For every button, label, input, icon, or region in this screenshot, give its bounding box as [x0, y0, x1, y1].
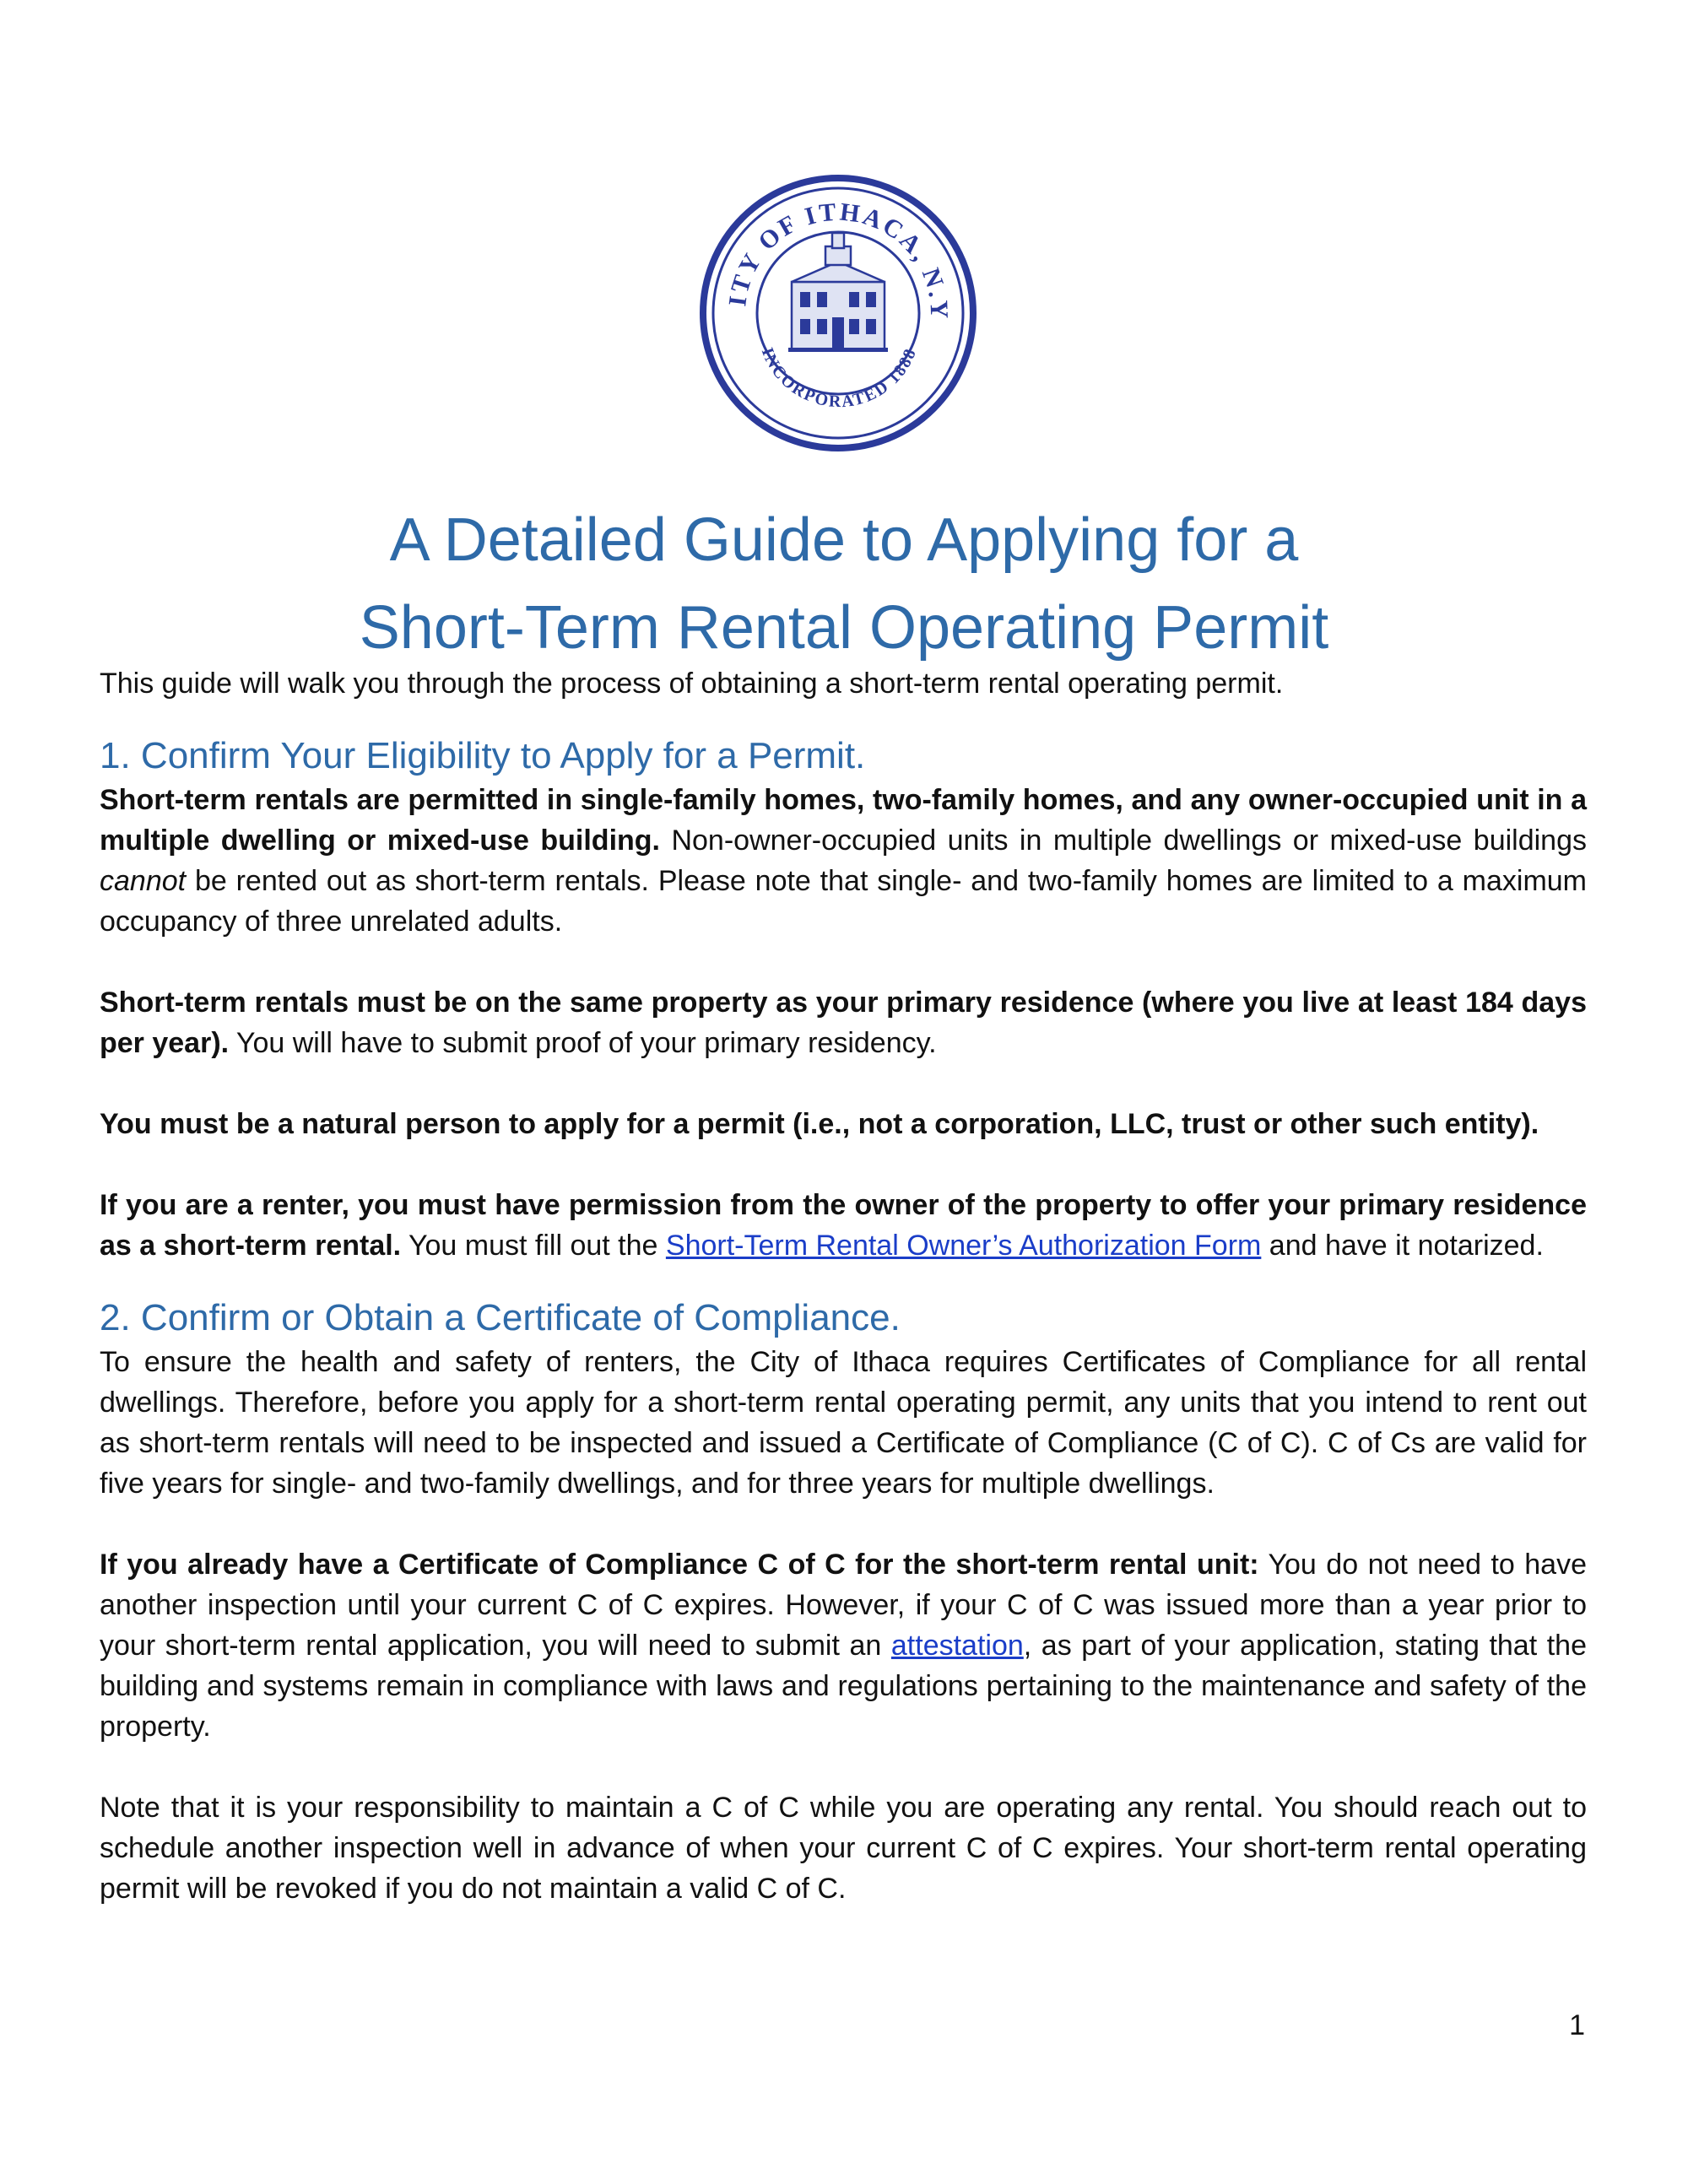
- intro-paragraph: This guide will walk you through the process of obtaining a short-term rental operating permit.: [100, 668, 1284, 700]
- section-1-paragraph-4: [100, 1185, 1587, 1266]
- section-1-paragraph-1: [100, 780, 1587, 942]
- bold-text: If you are a renter, you must have permission from the owner of the property to offer your primary residence as a short-term rental.: [100, 1189, 1587, 1262]
- section-1-paragraph-2: [100, 982, 1587, 1063]
- section-2-heading: 2. Confirm or Obtain a Certificate of Compliance.: [100, 1297, 901, 1338]
- body-text: and have it notarized.: [1261, 1230, 1544, 1262]
- section-2-paragraph-1: To ensure the health and safety of renters, the City of Ithaca requires Certificates of Compliance for all rental dwellings. Therefore, before you apply for a short-term rental operating permit, any units that you intend to rent out as short-term rentals will need to be inspected and issued a Certificate of Compliance (C of C). C of Cs are valid for five years for single- and two-family dwellings, and for three years for multiple dwellings.: [100, 1346, 1587, 1500]
- svg-text:CITY OF ITHACA, N.Y.: ITY OF ITHACA, N.Y: [723, 197, 954, 320]
- body-text: You do not need to have another inspection until your current C of C expires. However, if your C of C was issued more than a year prior to your short-term rental application, you will need to submit an: [100, 1549, 1587, 1662]
- owner-authorization-form-link[interactable]: Short-Term Rental Owner’s Authorization Form: [665, 1230, 1262, 1262]
- svg-text:INCORPORATED 1888: INCORPORATED 1888: [757, 345, 921, 412]
- body-text: Non-owner-occupied units in multiple dwellings or mixed-use buildings: [660, 824, 1587, 857]
- city-of-ithaca-seal: [699, 174, 977, 452]
- italic-text: cannot: [100, 865, 187, 897]
- title-line-1: A Detailed Guide to Applying for a: [389, 506, 1299, 575]
- section-1-heading: 1. Confirm Your Eligibility to Apply for a Permit.: [100, 735, 866, 776]
- page-title: [169, 496, 1519, 672]
- body-text: , as part of your application, stating that the building and systems remain in compliance with laws and regulations pertaining to the maintenance and safety of the property.: [100, 1630, 1588, 1743]
- bold-text: You must be a natural person to apply for a permit (i.e., not a corporation, LLC, trust or other such entity).: [100, 1108, 1539, 1140]
- section-1-paragraph-3: [100, 1104, 1587, 1144]
- bold-text: Short-term rentals must be on the same property as your primary residence (where you live at least 184 days per year).: [100, 987, 1587, 1059]
- section-2-paragraph-2: [100, 1544, 1587, 1747]
- title-line-2: Short-Term Rental Operating Permit: [359, 594, 1329, 662]
- body-text: You must fill out the: [401, 1230, 666, 1262]
- body-text: You will have to submit proof of your primary residency.: [229, 1027, 937, 1059]
- document-body: [100, 663, 1587, 1909]
- attestation-link[interactable]: attestation: [890, 1630, 1024, 1662]
- page-number: 1: [1569, 2009, 1585, 2041]
- section-2-paragraph-3: Note that it is your responsibility to maintain a C of C while you are operating any rental. You should reach out to schedule another inspection well in advance of when your current C of C expires. Your short-term rental operating permit will be revoked if you do not maintain a valid C of C.: [100, 1792, 1587, 1905]
- body-text: be rented out as short-term rentals. Please note that single- and two-family homes are limited to a maximum occupancy of three unrelated adults.: [100, 865, 1587, 938]
- seal-logo-icon: [699, 174, 977, 452]
- bold-text: If you already have a Certificate of Compliance C of C for the short-term rental unit:: [100, 1549, 1259, 1581]
- bold-text: Short-term rentals are permitted in single-family homes, two-family homes, and any owner-occupied unit in a multiple dwelling or mixed-use building.: [100, 784, 1587, 857]
